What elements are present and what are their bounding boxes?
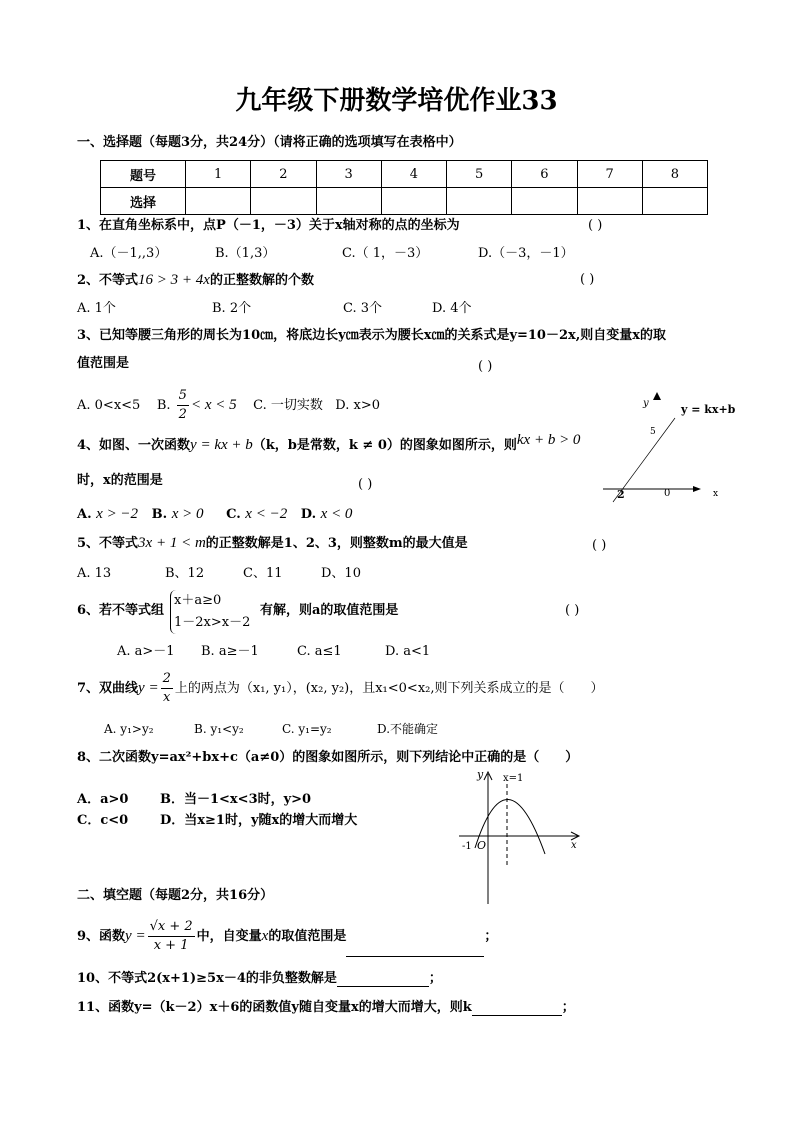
graph-x-label: x [571,840,577,851]
q8-option-b: B．当－1<x<3时，y>0 [160,792,312,807]
answer-cell[interactable] [447,188,512,215]
q5-option-a: A. 13 [77,566,112,581]
q4-math: y = kx + b [190,437,253,453]
answer-paren: ( ) [592,538,607,553]
q7-math: y = [138,680,159,696]
q1-stem: 1、在直角坐标系中，点P（－1，－3）关于x轴对称的点的坐标为 [77,218,460,233]
q7-option-c: C. y₁=y₂ [282,722,332,736]
answer-cell[interactable] [186,188,251,215]
q6-option-a: A. a>－1 [117,644,175,659]
q2-stem [77,272,314,289]
denominator: 2 [178,407,187,422]
q4-option-a: x > −2 [96,506,139,522]
q4-stem-a: 4、如图、一次函数 [77,438,191,453]
q9-end: ； [484,929,498,944]
q4-options [77,506,352,523]
answer-blank[interactable] [346,942,484,957]
q11-stem-text: 11、函数y=（k－2）x＋6的函数值y随自变量x的增大而增大，则k [77,1000,472,1015]
q4-option-a-label: A. [77,507,92,522]
brace [170,590,250,634]
q2-option-c: C. 3个 [343,301,383,316]
table-row [101,161,708,188]
answer-cell[interactable] [577,188,642,215]
table-cell: 5 [447,161,512,188]
section2-header: 二、填空题（每题2分，共16分） [77,888,274,903]
table-row [101,188,708,215]
graph-mark: 5 [650,427,656,437]
graph-origin: O [477,839,487,852]
q10-end: ； [428,971,442,986]
q8-option-a: A．a>0 [77,792,129,807]
table-cell: 2 [251,161,316,188]
table-cell: 4 [381,161,446,188]
answer-paren: ( ) [478,359,493,374]
answer-paren: ( ) [358,477,373,492]
q4-option-d: x < 0 [320,506,353,522]
graph-x-label: x [713,489,719,499]
q8-option-d: D．当x≥1时，y随x的增大而增大 [160,813,358,828]
q1-option-c: C.（ 1，－3） [342,246,429,261]
fraction [148,918,195,955]
q5-option-c: C、11 [243,566,283,581]
q2-stem-b: 的正整数解的个数 [209,273,314,288]
q3-stem-line2: 值范围是 [77,356,130,371]
table-cell: 8 [642,161,707,188]
answer-paren: ( ) [588,218,603,233]
q6-option-d: D. a<1 [385,644,431,659]
table-header-cell: 题号 [101,161,186,188]
axis-label: x=1 [503,773,524,784]
arrow-icon [653,392,661,400]
graph-y-label: y [643,398,649,409]
q3-options [77,386,380,425]
graph-tick-label: 2 [617,488,625,501]
inequality-2: 1－2x>x－2 [174,615,251,630]
q4-stem-b: （k，b是常数，k ≠ 0）的图象如图所示，则 [252,438,517,453]
q4-option-c: x < −2 [245,506,288,522]
numerator: 5 [177,387,189,406]
q3-option-b-label: B. [156,398,171,413]
answer-paren: ( ) [565,603,580,618]
q7-stem [77,668,604,709]
q5-stem [77,535,468,552]
q9-var: x [261,928,269,944]
graph-origin: 0 [664,488,671,499]
q3-stem-line1: 3、已知等腰三角形的周长为10㎝，将底边长y㎝表示为腰长x㎝的关系式是y=10－2x,则自变量x的取 [77,328,667,343]
q3-option-c: C. 一切实数 [253,398,323,413]
q11-stem [77,1000,575,1016]
q3-option-a: A. 0<x<5 [77,398,141,413]
q4-option-d-label: D. [300,507,317,522]
q4-linear-graph [595,390,760,510]
inequality-1: x＋a≥0 [174,593,222,608]
q9-math: y = [125,928,146,944]
q1-option-b: B.（1,3） [215,246,276,261]
denominator: x + 1 [153,938,189,953]
q5-option-b: B、12 [165,566,205,581]
answer-blank[interactable] [337,972,429,987]
q4-stem-line2: 时，x的范围是 [77,473,163,488]
q5-stem-a: 5、不等式 [77,536,139,551]
answer-paren: ( ) [580,272,595,287]
q9-stem-a: 9、函数 [77,929,126,944]
q5-stem-b: 的正整数解是1、2、3，则整数m的最大值是 [205,536,468,551]
denominator: x [163,690,171,705]
answer-cell[interactable] [381,188,446,215]
q4-math-condition: kx + b > 0 [516,432,581,448]
answer-table [100,160,708,215]
graph-y-label: y [477,768,484,781]
answer-cell[interactable] [251,188,316,215]
q1-option-a: A.（－1,,3） [90,246,168,261]
table-cell: 7 [577,161,642,188]
q3-option-b: < x < 5 [190,397,237,413]
q6-option-b: B. a≥－1 [201,644,259,659]
q8-parabola-graph [455,768,595,908]
q8-stem: 8、二次函数y=ax²+bx+c（a≠0）的图象如图所示，则下列结论中正确的是（ ） [77,750,579,765]
section1-header: 一、选择题（每题3分，共24分）（请将正确的选项填写在表格中） [77,135,462,150]
q2-option-d: D. 4个 [432,301,472,316]
q7-option-a: A. y₁>y₂ [104,722,154,736]
q7-option-d: D.不能确定 [377,722,439,736]
fraction [161,670,173,707]
q3-option-d: D. x>0 [335,398,381,413]
q9-stem [77,916,497,957]
answer-cell[interactable] [512,188,577,215]
q2-math: 16 > 3 + 4x [138,272,210,288]
q9-stem-b: 中，自变量 [196,929,262,944]
q2-option-b: B. 2个 [212,301,252,316]
answer-blank[interactable] [472,1001,562,1016]
arrow-icon [693,486,701,492]
q4-stem [77,432,581,454]
q8-option-c: C．c<0 [77,813,129,828]
q7-stem-b: 上的两点为（x₁, y₁），(x₂, y₂)，且x₁<0<x₂,则下列关系成立的是（ ） [174,681,604,696]
q10-stem [77,971,442,987]
q5-option-d: D、10 [321,566,361,581]
page-title: 九年级下册数学培优作业33 [235,86,558,116]
q6-stem-a: 6、若不等式组 [77,603,165,618]
graph-line-label: y = kx+b [681,403,736,416]
answer-cell[interactable] [316,188,381,215]
q7-stem-a: 7、双曲线 [77,681,139,696]
q7-option-b: B. y₁<y₂ [194,722,244,736]
q2-option-a: A. 1个 [77,301,116,316]
table-header-cell: 选择 [101,188,186,215]
table-cell: 3 [316,161,381,188]
q5-math: 3x + 1 < m [138,535,206,551]
q4-option-b: x > 0 [171,506,204,522]
q2-stem-a: 2、不等式 [77,273,139,288]
q9-stem-c: 的取值范围是 [268,929,347,944]
fraction [177,387,189,424]
graph-neg-one: -1 [462,841,472,852]
q1-option-d: D.（－3，－1） [478,246,574,261]
q11-end: ； [561,1000,575,1015]
numerator: √x + 2 [148,918,195,937]
q6-stem-b: 有解，则a的取值范围是 [260,603,399,618]
q10-stem-text: 10、不等式2(x+1)≥5x－4的非负整数解是 [77,971,337,986]
q6-option-c: C. a≤1 [297,644,342,659]
table-cell: 6 [512,161,577,188]
q4-option-c-label: C. [226,507,241,522]
answer-cell[interactable] [642,188,707,215]
table-cell: 1 [186,161,251,188]
numerator: 2 [161,670,173,689]
q4-option-b-label: B. [151,507,168,522]
inequality-system [170,590,250,634]
